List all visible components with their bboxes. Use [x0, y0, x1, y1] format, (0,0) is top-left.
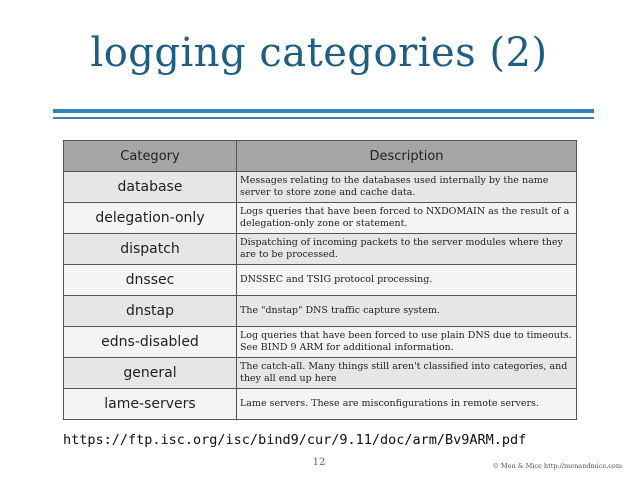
category-description: The catch-all. Many things still aren't classified into categories, and they all end up here [237, 358, 577, 389]
table-row [64, 172, 577, 203]
table-row [64, 358, 577, 389]
header-category: Category [64, 141, 237, 172]
category-name: dnssec [64, 265, 237, 296]
table-row [64, 327, 577, 358]
table-row [64, 265, 577, 296]
table-row [64, 234, 577, 265]
category-description: Lame servers. These are misconfigurations in remote servers. [237, 389, 577, 420]
title-rule-thin [53, 117, 594, 119]
category-description: Logs queries that have been forced to NXDOMAIN as the result of a delegation-only zone or statement. [237, 203, 577, 234]
category-name: lame-servers [64, 389, 237, 420]
category-name: dispatch [64, 234, 237, 265]
reference-url[interactable]: https://ftp.isc.org/isc/bind9/cur/9.11/doc/arm/Bv9ARM.pdf [63, 432, 527, 448]
table-row [64, 296, 577, 327]
category-description: The "dnstap" DNS traffic capture system. [237, 296, 577, 327]
logging-categories-table [63, 140, 577, 420]
category-description: Messages relating to the databases used internally by the name server to store zone and cache data. [237, 172, 577, 203]
table-row [64, 389, 577, 420]
footer-credit: © Men & Mice http://menandmice.com [492, 462, 622, 470]
title-rule-thick [53, 109, 594, 113]
category-description: Log queries that have been forced to use plain DNS due to timeouts. See BIND 9 ARM for additional information. [237, 327, 577, 358]
table-row [64, 203, 577, 234]
slide-title: logging categories (2) [90, 30, 548, 76]
category-name: dnstap [64, 296, 237, 327]
category-description: Dispatching of incoming packets to the server modules where they are to be processed. [237, 234, 577, 265]
page-number: 12 [312, 457, 326, 468]
category-description: DNSSEC and TSIG protocol processing. [237, 265, 577, 296]
category-name: general [64, 358, 237, 389]
category-name: delegation-only [64, 203, 237, 234]
category-name: edns-disabled [64, 327, 237, 358]
table-header-row [64, 141, 577, 172]
category-name: database [64, 172, 237, 203]
header-description: Description [237, 141, 577, 172]
